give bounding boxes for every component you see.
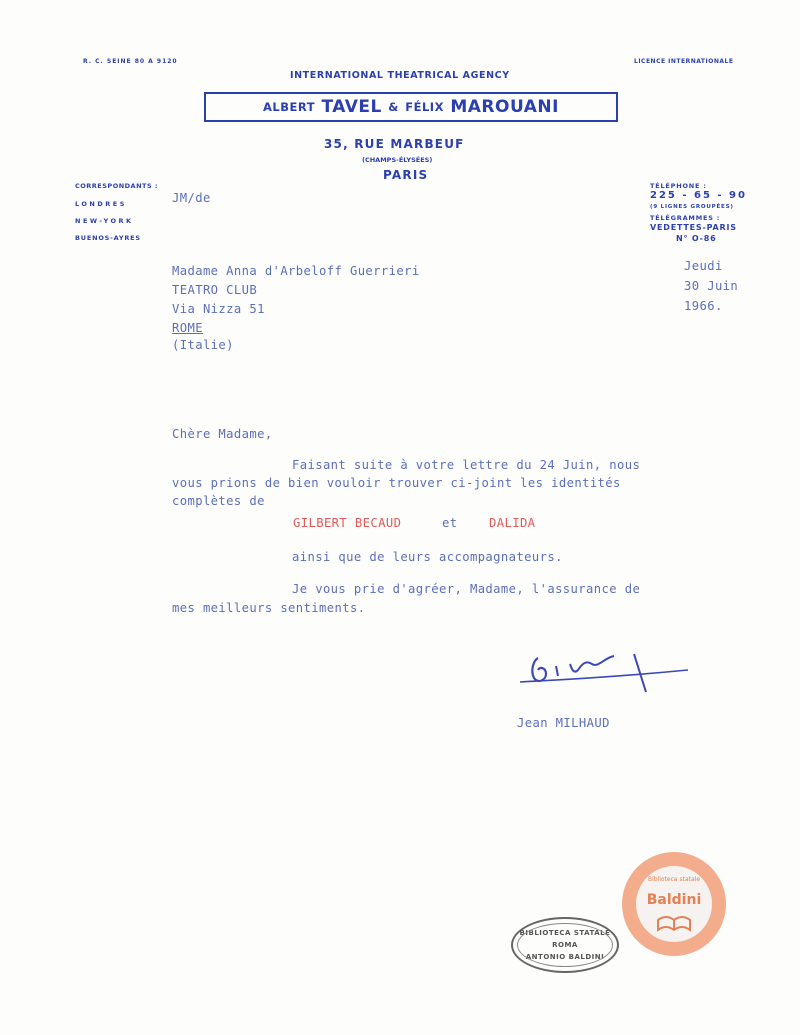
body-line-1: Faisant suite à votre lettre du 24 Juin, nous bbox=[292, 458, 641, 472]
closing-line-2: mes meilleurs sentiments. bbox=[172, 601, 366, 615]
telephone-number: 225 - 65 - 90 bbox=[650, 190, 747, 201]
signatory-name: Jean MILHAUD bbox=[517, 716, 610, 730]
badge-name: Baldini bbox=[646, 892, 702, 908]
name-felix: FÉLIX bbox=[405, 100, 444, 114]
name-marouani: MAROUANI bbox=[450, 97, 559, 117]
baldini-logo-badge bbox=[622, 852, 726, 956]
date-year: 1966. bbox=[684, 299, 723, 313]
telegrammes-address: VEDETTES-PARIS bbox=[650, 223, 737, 232]
agency-title: INTERNATIONAL THEATRICAL AGENCY bbox=[290, 70, 510, 81]
telegrammes-number: N° O-86 bbox=[676, 234, 717, 243]
salutation: Chère Madame, bbox=[172, 427, 273, 441]
name-tavel: TAVEL bbox=[321, 97, 382, 117]
date-day: Jeudi bbox=[684, 259, 723, 273]
licence-label: LICENCE INTERNATIONALE bbox=[634, 58, 734, 65]
date-month: 30 Juin bbox=[684, 279, 739, 293]
telephone-note: (9 LIGNES GROUPÉES) bbox=[650, 204, 734, 210]
body-line-4: ainsi que de leurs accompagnateurs. bbox=[292, 550, 563, 564]
stamp-line-3: ANTONIO BALDINI bbox=[525, 953, 605, 961]
badge-top-text: Biblioteca statale bbox=[647, 876, 701, 883]
name-albert: ALBERT bbox=[263, 100, 316, 114]
stamp-line-2: ROMA bbox=[552, 941, 578, 949]
artist-gilbert-becaud: GILBERT BECAUD bbox=[293, 516, 402, 530]
correspondant-london: LONDRES bbox=[75, 200, 127, 208]
correspondants-label: CORRESPONDANTS : bbox=[75, 182, 159, 190]
recipient-country: (Italie) bbox=[172, 338, 234, 352]
telegrammes-label: TÉLÉGRAMMES : bbox=[650, 214, 721, 222]
reference-code: JM/de bbox=[172, 191, 211, 205]
district: (CHAMPS-ÉLYSÉES) bbox=[362, 156, 433, 164]
closing-line-1: Je vous prie d'agréer, Madame, l'assurance de bbox=[292, 582, 641, 596]
correspondant-buenos-aires: BUENOS-AYRES bbox=[75, 234, 141, 242]
stamp-line-1: BIBLIOTECA STATALE bbox=[519, 929, 611, 937]
library-stamp bbox=[511, 917, 619, 973]
book-icon bbox=[656, 914, 692, 932]
correspondant-new-york: NEW-YORK bbox=[75, 217, 134, 225]
street-address: 35, RUE MARBEUF bbox=[324, 137, 465, 151]
recipient-city: ROME bbox=[172, 321, 203, 335]
conjunction: et bbox=[442, 516, 458, 530]
agency-name-box bbox=[204, 92, 618, 122]
artist-dalida: DALIDA bbox=[489, 516, 536, 530]
handwritten-signature bbox=[516, 646, 696, 696]
recipient-name: Madame Anna d'Arbeloff Guerrieri bbox=[172, 264, 420, 278]
recipient-street: Via Nizza 51 bbox=[172, 302, 265, 316]
name-ampersand: & bbox=[388, 100, 399, 114]
body-line-3: complètes de bbox=[172, 494, 265, 508]
city: PARIS bbox=[383, 168, 429, 182]
rc-number: R. C. SEINE 80 A 9120 bbox=[83, 58, 178, 65]
badge-inner-circle bbox=[636, 866, 712, 942]
recipient-organisation: TEATRO CLUB bbox=[172, 283, 258, 297]
body-line-2: vous prions de bien vouloir trouver ci-joint les identités bbox=[172, 476, 621, 490]
telephone-label: TÉLÉPHONE : bbox=[650, 182, 707, 190]
